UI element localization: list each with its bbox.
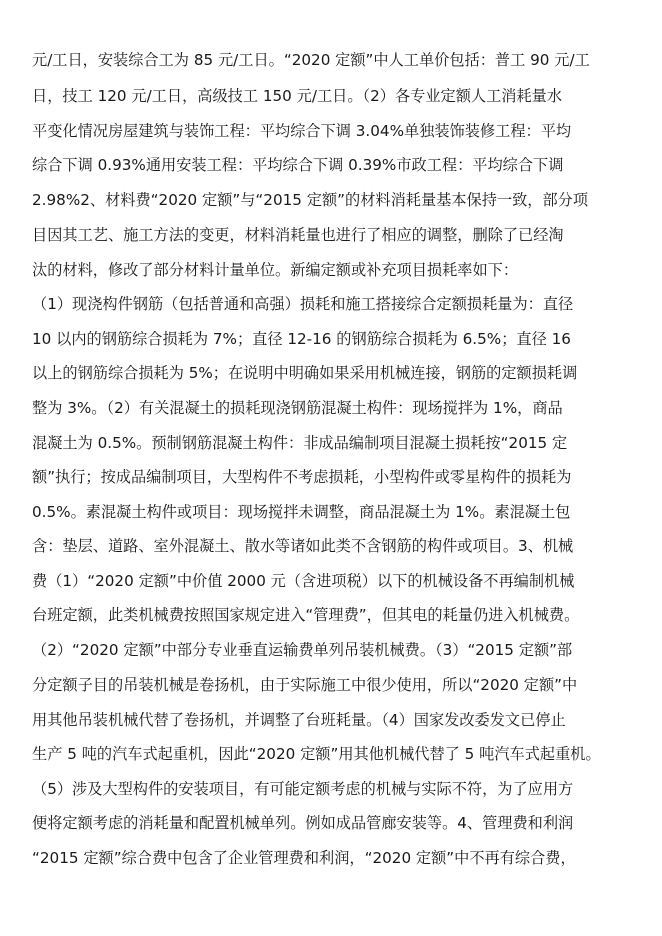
text-line: 生产 5 吨的汽车式起重机，因此“2020 定额”用其他机械代替了 5 吨汽车式起重机。 — [32, 745, 601, 763]
text-line: 0.5%。素混凝土构件或项目：现场搅拌未调整，商品混凝土为 1%。素混凝土包 — [32, 503, 571, 521]
text-line: （1）现浇构件钢筋（包括普通和高强）损耗和施工搭接综合定额损耗量为：直径 — [32, 295, 574, 313]
text-line: 目因其工艺、施工方法的变更，材料消耗量也进行了相应的调整，删除了已经淘 — [32, 226, 564, 244]
text-line: 2.98%2、材料费“2020 定额”与“2015 定额”的材料消耗量基本保持一致，部分项 — [32, 191, 589, 209]
text-line: 含：垫层、道路、室外混凝土、散水等诸如此类不含钢筋的构件或项目。3、机械 — [32, 537, 574, 555]
text-line: 以上的钢筋综合损耗为 5%；在说明中明确如果采用机械连接，钢筋的定额损耗调 — [32, 364, 578, 382]
text-line: 日，技工 120 元/工日，高级技工 150 元/工日。（2）各专业定额人工消耗量水 — [32, 87, 563, 105]
text-line: 台班定额，此类机械费按照国家规定进入“管理费”，但其电的耗量仍进入机械费。 — [32, 606, 580, 624]
text-line: 元/工日，安装综合工为 85 元/工日。“2020 定额”中人工单价包括：普工 90 元/工 — [32, 51, 590, 69]
text-line: 汰的材料，修改了部分材料计量单位。新编定额或补充项目损耗率如下： — [32, 261, 518, 279]
text-line: （5）涉及大型构件的安装项目，有可能定额考虑的机械与实际不符，为了应用方 — [32, 780, 574, 798]
text-line: 整为 3%。（2）有关混凝土的损耗现浇钢筋混凝土构件：现场搅拌为 1%，商品 — [32, 399, 563, 417]
text-line: 额”执行；按成品编制项目，大型构件不考虑损耗，小型构件或零星构件的损耗为 — [32, 468, 572, 486]
text-line: 分定额子目的吊装机械是卷扬机，由于实际施工中很少使用，所以“2020 定额”中 — [32, 676, 578, 694]
text-line: 费（1）“2020 定额”中价值 2000 元（含进项税）以下的机械设备不再编制机械 — [32, 572, 575, 590]
text-line: “2015 定额”综合费中包含了企业管理费和利润，“2020 定额”中不再有综合费， — [32, 849, 576, 867]
text-line: 10 以内的钢筋综合损耗为 7%；直径 12-16 的钢筋综合损耗为 6.5%；直径 16 — [32, 330, 571, 348]
text-line: 用其他吊装机械代替了卷扬机，并调整了台班耗量。（4）国家发改委发文已停止 — [32, 711, 566, 729]
text-line: 综合下调 0.93%通用安装工程：平均综合下调 0.39%市政工程：平均综合下调 — [32, 156, 564, 174]
text-line: 便将定额考虑的消耗量和配置机械单列。例如成品管廊安装等。4、管理费和利润 — [32, 814, 574, 832]
text-line: 平变化情况房屋建筑与装饰工程：平均综合下调 3.04%单独装饰装修工程：平均 — [32, 122, 572, 140]
text-line: 混凝土为 0.5%。预制钢筋混凝土构件：非成品编制项目混凝土损耗按“2015 定 — [32, 434, 568, 452]
text-line: （2）“2020 定额”中部分专业垂直运输费单列吊装机械费。（3）“2015 定额”部 — [32, 641, 573, 659]
